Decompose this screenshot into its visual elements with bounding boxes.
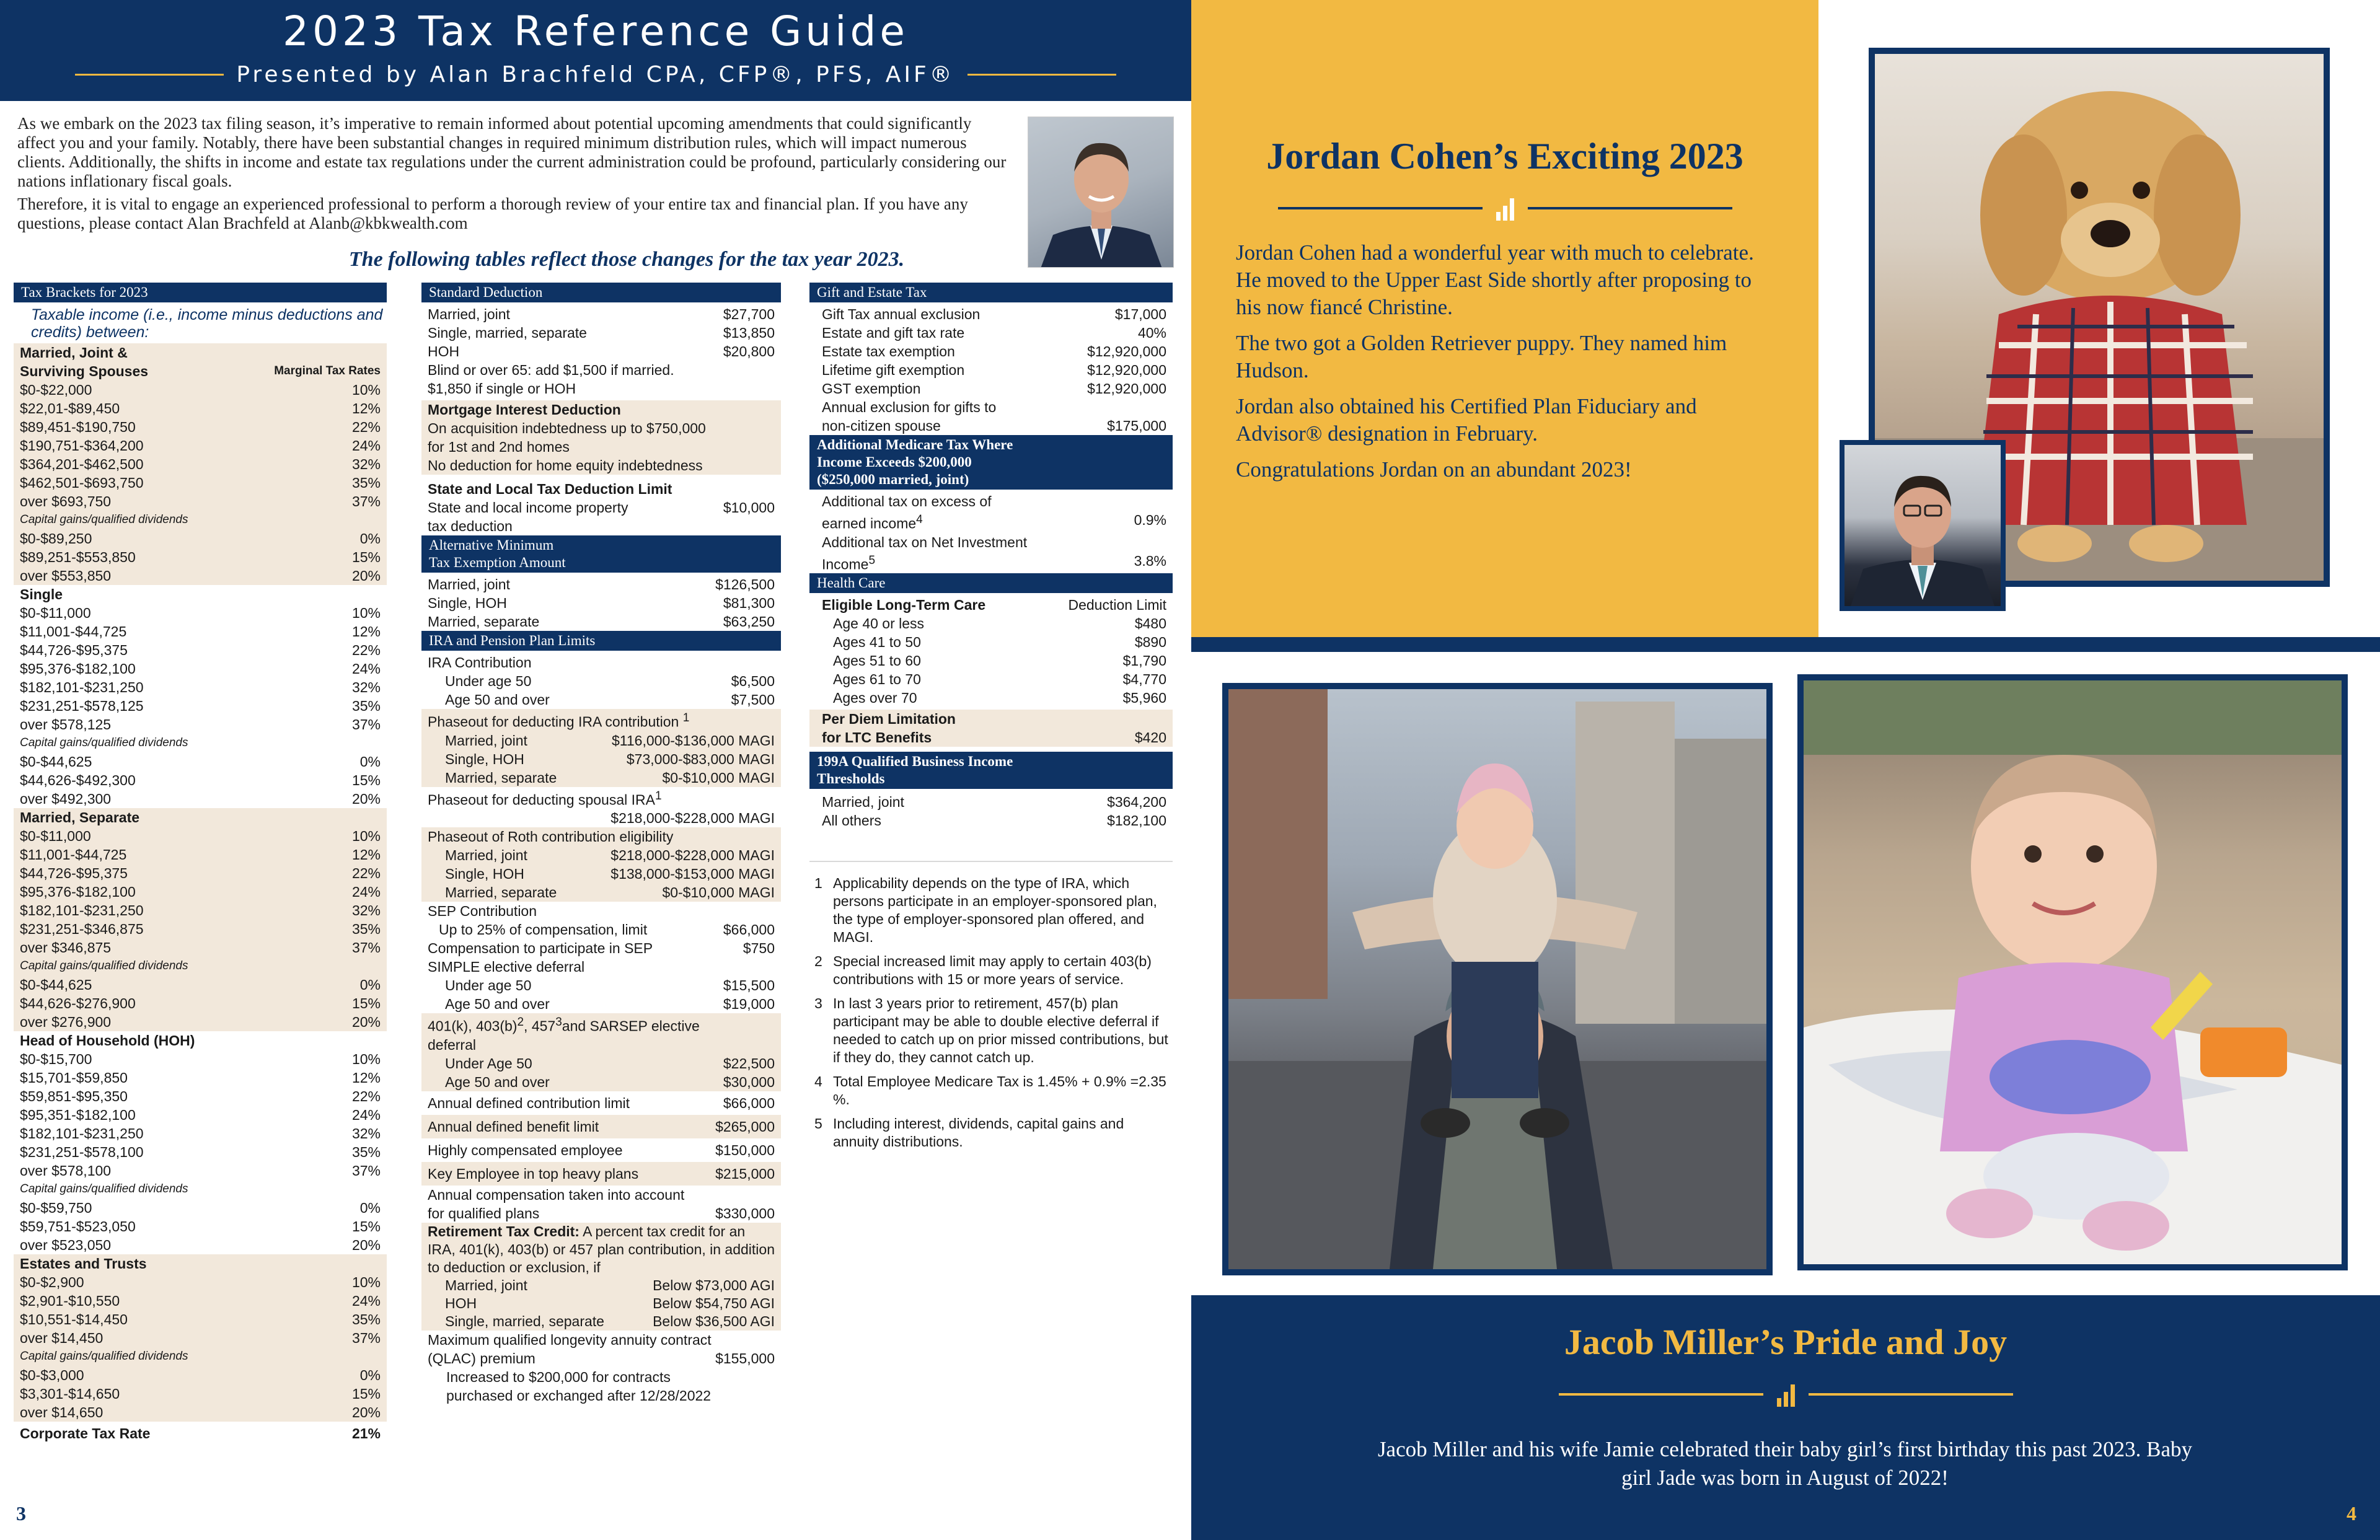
table-row: over $693,750 37% [20, 493, 381, 509]
jordan-ornament [1191, 196, 1818, 221]
table-row: Under age 50 $6,500 [445, 673, 775, 689]
jacob-photo-frame [1222, 683, 1773, 1275]
mortgage-section [421, 400, 781, 475]
qlac-note-2: purchased or exchanged after 12/28/2022 [446, 1387, 712, 1404]
capital-gains-label: Capital gains/qualified dividends [20, 1350, 188, 1363]
table-row: over $276,900 20% [20, 1014, 381, 1030]
table-row: $0-$3,000 0% [20, 1367, 381, 1383]
medicare-row-1: earned income$^4$ 0.9% [822, 512, 1166, 532]
table-row: Married, joint $364,200 [822, 794, 1166, 811]
table-row: Ages over 70 $5,960 [833, 690, 1166, 706]
bar-chart-icon [1496, 196, 1514, 221]
jordan-photo [1844, 445, 2001, 606]
intro-paragraph-2: Therefore, it is vital to engage an experienced professional to perform a thorough review of your entire tax and financial plan. If you have any questions, please contact Alan Brachfeld at Alanb@kbkwealth.com [17, 195, 968, 232]
table-row: $44,726-$95,375 22% [20, 865, 381, 881]
table-row: Under age 50 $15,500 [445, 977, 775, 994]
hoh-section [14, 1031, 387, 1254]
ira-phaseout-label: Phaseout for deducting IRA contribution $^1$ [428, 711, 690, 730]
table-row: Married, joint $126,500 [428, 576, 775, 592]
single-section [14, 585, 387, 808]
table-row: over $14,450 37% [20, 1330, 381, 1346]
sep-label: SEP Contribution [428, 903, 537, 920]
table-row: Married, joint $27,700 [428, 306, 775, 322]
table-row: $22,01-$89,450 12% [20, 400, 381, 416]
married-joint-label-2: Surviving Spouses Marginal Tax Rates [20, 363, 381, 379]
capital-gains-label: Capital gains/qualified dividends [20, 736, 188, 749]
taxable-income-note: Taxable income (i.e., income minus deductions and credits) between: [31, 306, 383, 341]
health-heading: Health Care [809, 573, 1173, 593]
table-row: over $346,875 37% [20, 939, 381, 956]
plan-limit-row: Highly compensated employee $150,000 [428, 1142, 775, 1158]
table-row: $0-$11,000 10% [20, 828, 381, 844]
table-row: over $14,650 20% [20, 1404, 381, 1420]
table-row: All others $182,100 [822, 812, 1166, 829]
k401-label-1: 401(k), $403(b)^2$, $457^3and$ SARSEP elective [428, 1016, 700, 1034]
footnote: 4 Total Employee Medicare Tax is 1.45% + 0.9% =2.35 %. [814, 1073, 1166, 1108]
table-row: over $578,125 37% [20, 716, 381, 733]
per-diem-label: Per Diem Limitation [822, 711, 956, 728]
table-row: Gift Tax annual exclusion $17,000 [822, 306, 1166, 322]
table-row: Married, separate $0-$10,000 MAGI [445, 884, 775, 901]
estates-trusts-cap-rows [14, 1366, 387, 1422]
alan-brachfeld-photo [1028, 117, 1174, 268]
capital-gains-label: Capital gains/qualified dividends [20, 959, 188, 972]
standard-deduction-rows [421, 305, 781, 361]
table-row: $231,251-$578,125 35% [20, 698, 381, 714]
qlac-label: Maximum qualified longevity annuity contract [428, 1331, 712, 1348]
rtc-text: Retirement Tax Credit: A percent tax credit for an IRA, 401(k), 403(b) or 457 plan contribution, in addition to deduction or exclusion, if [428, 1223, 775, 1275]
table-row: $44,626-$276,900 15% [20, 995, 381, 1011]
table-row: $0-$2,900 10% [20, 1274, 381, 1290]
table-row: Married, joint Below $73,000 AGI [445, 1277, 775, 1293]
table-row: HOH Below $54,750 AGI [445, 1295, 775, 1311]
single-label: Single [20, 586, 63, 602]
medicare-line-1: Additional tax on excess of [822, 493, 992, 509]
table-row: Ages 61 to 70 $4,770 [833, 671, 1166, 688]
jacob-title: Jacob Miller’s Pride and Joy [1564, 1322, 2008, 1362]
per-diem-section [809, 710, 1173, 747]
table-row: GST exemption $12,920,000 [822, 381, 1166, 397]
table-row: $44,626-$492,300 15% [20, 772, 381, 788]
k401-rows [421, 1054, 781, 1091]
married-joint-cap-rows [14, 529, 387, 585]
table-row: $3,301-$14,650 15% [20, 1386, 381, 1402]
table-row: Married, joint $218,000-$228,000 MAGI [445, 847, 775, 864]
table-row: $182,101-$231,250 32% [20, 1125, 381, 1142]
jordan-text [1236, 239, 1781, 492]
medicare-line-2: Additional tax on Net Investment [822, 534, 1028, 550]
single-rows [14, 604, 387, 734]
plan-limit-row: Key Employee in top heavy plans $215,000 [421, 1162, 781, 1186]
page-header [0, 0, 1191, 101]
simple-label: SIMPLE elective deferral [428, 959, 585, 975]
sep-comp-row: Compensation to participate in SEP $750 [428, 940, 775, 957]
table-row: $10,551-$14,450 35% [20, 1311, 381, 1327]
table-row: $190,751-$364,200 24% [20, 438, 381, 454]
table-row: Estate and gift tax rate 40% [822, 325, 1166, 341]
table-row: over $553,850 20% [20, 568, 381, 584]
ltc-header: Eligible Long-Term Care Deduction Limit [822, 597, 1166, 614]
corporate-tax-row: Corporate Tax Rate 21% [20, 1425, 381, 1441]
married-joint-section [14, 343, 387, 585]
rtc-rows [421, 1277, 781, 1331]
table-row: Single, HOH $81,300 [428, 595, 775, 611]
mortgage-line-2: for 1st and 2nd homes [428, 439, 570, 455]
spousal-phaseout-label: Phaseout for deducting spousal IRA$^1$ [428, 789, 662, 808]
roth-section [421, 827, 781, 902]
married-joint-rows [14, 381, 387, 511]
jade-photo-frame [1797, 674, 2348, 1270]
jordan-title: Jordan Cohen’s Exciting 2023 [1266, 136, 1743, 177]
married-separate-section [14, 808, 387, 1031]
table-row: Married, joint $116,000-$136,000 MAGI [445, 732, 775, 749]
married-separate-rows [14, 827, 387, 957]
table-row: Single, HOH $138,000-$153,000 MAGI [445, 866, 775, 882]
plan-limit-rows [421, 1091, 781, 1186]
table-row: $44,726-$95,375 22% [20, 642, 381, 658]
k401-label-2: deferral [428, 1036, 476, 1053]
footnote: 3 In last 3 years prior to retirement, 457(b) plan participant may be able to double elective deferral if needed to catch up on prior missed contributions, but if they do, they cannot catch up. [814, 995, 1168, 1066]
plan-limit-row: Annual defined contribution limit $66,000 [428, 1094, 775, 1111]
table-row: $182,101-$231,250 32% [20, 679, 381, 695]
qbi-heading: 199A Qualified Business Income Thresholds [809, 752, 1173, 789]
table-row: Age 50 and over $7,500 [445, 692, 775, 708]
table-row: $364,201-$462,500 32% [20, 456, 381, 472]
table-row: $0-$22,000 10% [20, 382, 381, 398]
qlac-row: (QLAC) premium $155,000 [428, 1350, 775, 1366]
table-row: $59,751-$523,050 15% [20, 1218, 381, 1234]
jordan-photo-frame [1840, 440, 2006, 611]
table-row: over $578,100 37% [20, 1163, 381, 1179]
sep-row: Up to 25% of compensation, limit $66,000 [439, 922, 775, 938]
table-row: HOH $20,800 [428, 343, 775, 359]
spousal-phaseout-value: $218,000-$228,000 MAGI [610, 810, 775, 827]
plan-limit-row: Annual defined benefit limit $265,000 [421, 1115, 781, 1138]
table-row: $0-$59,750 0% [20, 1200, 381, 1216]
simple-rows [421, 976, 781, 1013]
footnote: 5 Including interest, dividends, capital gains and annuity distributions. [814, 1115, 1124, 1150]
ira-phaseout-section [421, 709, 781, 787]
intro-text [17, 114, 1009, 237]
qlac-note-1: Increased to $200,000 for contracts [446, 1368, 671, 1385]
roth-rows [421, 846, 781, 902]
table-row: $0-$15,700 10% [20, 1051, 381, 1067]
divider-stripe [1191, 637, 2380, 652]
hoh-label: Head of Household (HOH) [20, 1032, 195, 1049]
standard-deduction-heading: Standard Deduction [421, 283, 781, 302]
tables-tagline: The following tables reflect those changes for the tax year 2023. [348, 248, 905, 271]
hoh-rows [14, 1050, 387, 1180]
table-row: Age 40 or less $480 [833, 615, 1166, 632]
table-row: Ages 41 to 50 $890 [833, 634, 1166, 651]
table-row: Estate tax exemption $12,920,000 [822, 343, 1166, 359]
table-row: $89,251-$553,850 15% [20, 549, 381, 565]
bar-chart-icon [1777, 1382, 1795, 1407]
table-row: over $523,050 20% [20, 1237, 381, 1253]
amt-rows [421, 575, 781, 631]
capital-gains-label: Capital gains/qualified dividends [20, 513, 188, 526]
guide-subtitle-row [0, 62, 1191, 87]
gift-heading: Gift and Estate Tax [809, 283, 1173, 302]
k401-section [421, 1013, 781, 1091]
ira-phaseout-rows [421, 731, 781, 787]
tax-brackets-table [14, 283, 387, 1443]
jordan-paragraph-4: Congratulations Jordan on an abundant 2023! [1236, 457, 1632, 482]
jordan-paragraph-2: The two got a Golden Retriever puppy. They named him Hudson. [1236, 331, 1727, 382]
table-row: Age 50 and over $30,000 [445, 1073, 775, 1090]
married-separate-cap-rows [14, 975, 387, 1031]
ira-contribution-label: IRA Contribution [428, 654, 532, 671]
intro-paragraph-1: As we embark on the 2023 tax filing season, it’s imperative to remain informed about potential upcoming amendments that could significantly affect you and your family. Notably, there have been substantial changes in required minimum distribution rules, which will impact numerous clients. Additionally, the shifts in income and estate tax regulations under the current administration could be profound, particularly considering our nations inflationary fiscal goals. [17, 114, 1007, 190]
salt-row: State and local income property $10,000 [428, 499, 775, 516]
gift-annual-row: non-citizen spouse $175,000 [822, 418, 1166, 434]
roth-label: Phaseout of Roth contribution eligibility [428, 829, 674, 845]
page-number-left: 3 [16, 1502, 26, 1525]
table-row: over $492,300 20% [20, 791, 381, 807]
footnotes [809, 874, 1173, 1151]
medicare-row-2: Income$^5$ 3.8% [822, 552, 1166, 573]
comp-row: for qualified plans $330,000 [428, 1205, 775, 1221]
jade-photo [1804, 680, 2342, 1264]
jacob-text: Jacob Miller and his wife Jamie celebrated their baby girl’s first birthday this past 2023. Baby girl Jade was born in August of 2022! [1377, 1437, 2193, 1490]
mortgage-line-3: No deduction for home equity indebtedness [428, 457, 703, 473]
mortgage-line-1: On acquisition indebtedness up to $750,000 [428, 420, 706, 436]
tax-brackets-heading: Tax Brackets for 2023 [14, 283, 387, 302]
capital-gains-label: Capital gains/qualified dividends [20, 1182, 188, 1195]
table-row: $89,451-$190,750 22% [20, 419, 381, 435]
gift-annual-label: Annual exclusion for gifts to [822, 399, 997, 415]
table-row: Under Age 50 $22,500 [445, 1055, 775, 1071]
guide-title: 2023 Tax Reference Guide [283, 7, 909, 55]
guide-subtitle: Presented by Alan Brachfeld CPA, CFP®, PFS, AIF® [236, 62, 955, 87]
gift-health-column [809, 283, 1173, 1157]
table-row: $95,351-$182,100 24% [20, 1107, 381, 1123]
married-joint-label-1: Married, Joint & [20, 345, 128, 361]
table-row: Single, married, separate Below $36,500 AGI [445, 1313, 775, 1329]
mortgage-title: Mortgage Interest Deduction [428, 402, 621, 418]
blind-note-1: Blind or over 65: add $1,500 if married. [428, 362, 674, 378]
married-separate-label: Married, Separate [20, 809, 140, 825]
qbi-rows [809, 793, 1173, 830]
table-row: Single, married, separate $13,850 [428, 325, 775, 341]
hoh-cap-rows [14, 1199, 387, 1254]
amt-heading: Alternative Minimum Tax Exemption Amount [421, 535, 781, 573]
single-cap-rows [14, 752, 387, 808]
estates-trusts-label: Estates and Trusts [20, 1256, 147, 1272]
estates-trusts-section [14, 1254, 387, 1422]
ira-heading: IRA and Pension Plan Limits [421, 631, 781, 651]
table-row: $462,501-$693,750 35% [20, 475, 381, 491]
table-row: $11,001-$44,725 12% [20, 623, 381, 640]
table-row: Lifetime gift exemption $12,920,000 [822, 362, 1166, 378]
table-row: $95,376-$182,100 24% [20, 661, 381, 677]
table-row: $0-$44,625 0% [20, 977, 381, 993]
deductions-column [421, 283, 781, 1405]
table-row: Married, separate $0-$10,000 MAGI [445, 769, 775, 786]
ira-contribution-rows [421, 672, 781, 709]
health-rows [809, 614, 1173, 707]
salt-title: State and Local Tax Deduction Limit [428, 481, 672, 497]
table-row: $59,851-$95,350 22% [20, 1088, 381, 1104]
table-row: $0-$44,625 0% [20, 754, 381, 770]
footnote: 1 Applicability depends on the type of IRA, which persons participate in an employer-sponsored plan, the type of employer-sponsored plan offered, and MAGI. [814, 875, 1157, 946]
per-diem-row: for LTC Benefits $420 [822, 729, 1166, 746]
blind-note-2: $1,850 if single or HOH [428, 381, 576, 397]
jacob-ornament [1191, 1382, 2380, 1407]
table-row: $231,251-$346,875 35% [20, 921, 381, 937]
table-row: $182,101-$231,250 32% [20, 902, 381, 918]
table-row: $231,251-$578,100 35% [20, 1144, 381, 1160]
page-number-right: 4 [2347, 1502, 2356, 1525]
table-row: $11,001-$44,725 12% [20, 847, 381, 863]
table-row: $95,376-$182,100 24% [20, 884, 381, 900]
footnote: 2 Special increased limit may apply to certain 403(b) contributions with 15 or more years of service. [814, 953, 1152, 988]
table-row: Ages 51 to 60 $1,790 [833, 653, 1166, 669]
jacob-family-photo [1228, 689, 1766, 1269]
medicare-heading: Additional Medicare Tax Where Income Exceeds $200,000 ($250,000 married, joint) [809, 435, 1173, 490]
table-row: $0-$89,250 0% [20, 530, 381, 547]
table-row: Married, separate $63,250 [428, 614, 775, 630]
estates-trusts-rows [14, 1273, 387, 1347]
table-row: $15,701-$59,850 12% [20, 1070, 381, 1086]
jordan-paragraph-3: Jordan also obtained his Certified Plan Fiduciary and Advisor® designation in February. [1236, 394, 1697, 446]
jordan-paragraph-1: Jordan Cohen had a wonderful year with much to celebrate. He moved to the Upper East Side shortly after proposing to his now fiancé Christine. [1236, 240, 1754, 319]
table-row: $0-$11,000 10% [20, 605, 381, 621]
table-row: Age 50 and over $19,000 [445, 996, 775, 1013]
comp-label: Annual compensation taken into account [428, 1186, 685, 1203]
table-row: Single, HOH $73,000-$83,000 MAGI [445, 750, 775, 767]
gift-rows [809, 305, 1173, 398]
rtc-section [421, 1223, 781, 1331]
salt-line-2: tax deduction [428, 518, 513, 534]
table-row: $2,901-$10,550 24% [20, 1293, 381, 1309]
